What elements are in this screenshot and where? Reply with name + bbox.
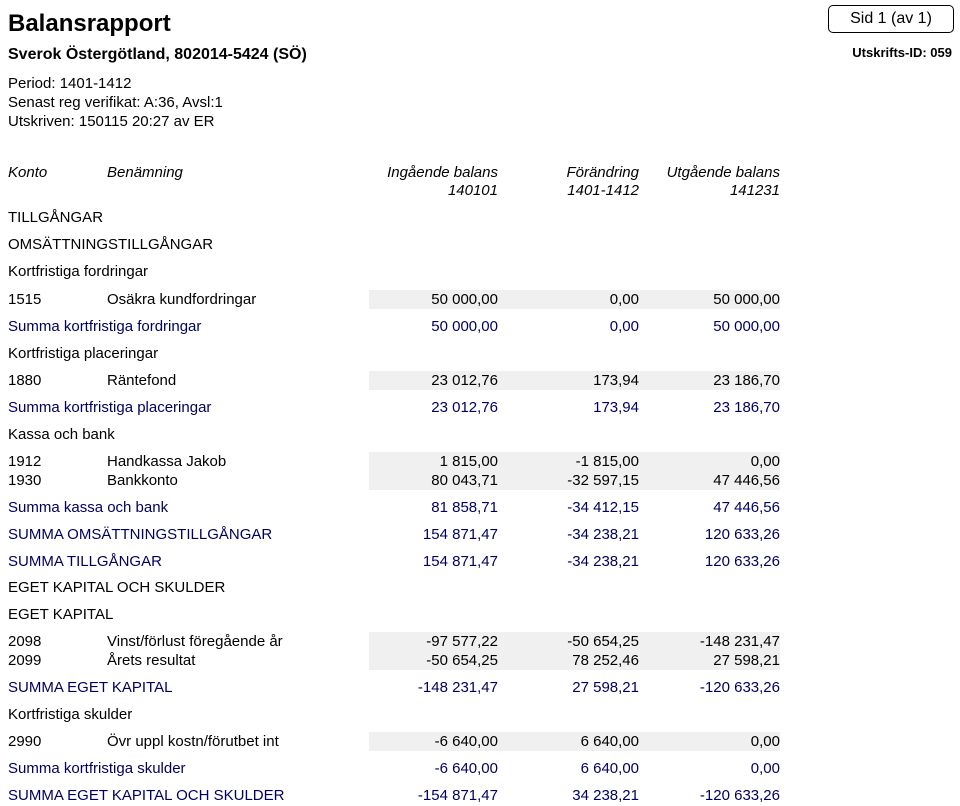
last-voucher: Senast reg verifikat: A:36, Avsl:1 bbox=[8, 94, 223, 111]
account-name: Vinst/förlust föregående år bbox=[107, 633, 283, 650]
section-equity: EGET KAPITAL bbox=[8, 606, 114, 623]
opening-balance: -97 577,22 bbox=[426, 633, 498, 650]
closing-balance: 27 598,21 bbox=[713, 652, 780, 669]
sum-opening: 154 871,47 bbox=[422, 553, 498, 570]
account-number: 2990 bbox=[8, 733, 42, 750]
account-number: 2098 bbox=[8, 633, 42, 650]
sum-change: -34 238,21 bbox=[567, 526, 639, 543]
page-label: Sid 1 (av 1) bbox=[850, 10, 932, 27]
account-name: Räntefond bbox=[107, 372, 177, 389]
sum-change: 173,94 bbox=[593, 399, 639, 416]
opening-balance: 23 012,76 bbox=[431, 372, 498, 389]
change-amount: -50 654,25 bbox=[567, 633, 639, 650]
sum-opening: -154 871,47 bbox=[417, 787, 498, 804]
account-number: 2099 bbox=[8, 652, 42, 669]
account-number: 1930 bbox=[8, 472, 42, 489]
account-name: Handkassa Jakob bbox=[107, 453, 227, 470]
closing-balance: 47 446,56 bbox=[713, 472, 780, 489]
section-st-investments: Kortfristiga placeringar bbox=[8, 345, 159, 362]
account-name: Bankkonto bbox=[107, 472, 178, 489]
col-header-name: Benämning bbox=[107, 164, 183, 181]
export-id: Utskrifts-ID: 059 bbox=[852, 45, 952, 60]
account-number: 1912 bbox=[8, 453, 42, 470]
sum-closing: 23 186,70 bbox=[713, 399, 780, 416]
sum-change: -34 238,21 bbox=[567, 553, 639, 570]
sum-change: 34 238,21 bbox=[572, 787, 639, 804]
closing-balance: 0,00 bbox=[750, 453, 780, 470]
row-shading bbox=[369, 732, 780, 751]
section-cash-bank: Kassa och bank bbox=[8, 426, 115, 443]
opening-balance: -50 654,25 bbox=[426, 652, 498, 669]
sum-closing: -120 633,26 bbox=[699, 787, 780, 804]
sum-opening: -148 231,47 bbox=[417, 679, 498, 696]
account-name: Årets resultat bbox=[107, 652, 196, 669]
account-number: 1515 bbox=[8, 291, 42, 308]
closing-balance: -148 231,47 bbox=[699, 633, 780, 650]
sum-closing: 120 633,26 bbox=[704, 526, 780, 543]
col-header-opening-date: 140101 bbox=[447, 182, 498, 199]
opening-balance: 80 043,71 bbox=[431, 472, 498, 489]
closing-balance: 0,00 bbox=[750, 733, 780, 750]
col-header-account: Konto bbox=[8, 164, 48, 181]
col-header-change-period: 1401-1412 bbox=[567, 182, 639, 199]
change-amount: 6 640,00 bbox=[580, 733, 639, 750]
sum-closing: 0,00 bbox=[750, 760, 780, 777]
section-current-assets: OMSÄTTNINGSTILLGÅNGAR bbox=[8, 236, 214, 253]
page-indicator bbox=[828, 5, 954, 33]
section-st-receivables: Kortfristiga fordringar bbox=[8, 263, 149, 280]
sum-opening: 81 858,71 bbox=[431, 499, 498, 516]
closing-balance: 23 186,70 bbox=[713, 372, 780, 389]
sum-change: 6 640,00 bbox=[580, 760, 639, 777]
report-period: Period: 1401-1412 bbox=[8, 75, 132, 92]
sum-change: -34 412,15 bbox=[567, 499, 639, 516]
col-header-change: Förändring bbox=[566, 164, 639, 181]
change-amount: 173,94 bbox=[593, 372, 639, 389]
sum-opening: 50 000,00 bbox=[431, 318, 498, 335]
sum-label: Summa kortfristiga fordringar bbox=[8, 318, 202, 335]
sum-closing: -120 633,26 bbox=[699, 679, 780, 696]
sum-opening: 23 012,76 bbox=[431, 399, 498, 416]
sum-closing: 120 633,26 bbox=[704, 553, 780, 570]
section-equity-liabilities: EGET KAPITAL OCH SKULDER bbox=[8, 579, 226, 596]
sum-label: SUMMA EGET KAPITAL OCH SKULDER bbox=[8, 787, 285, 804]
printed-info: Utskriven: 150115 20:27 av ER bbox=[8, 113, 215, 130]
col-header-closing-date: 141231 bbox=[729, 182, 780, 199]
account-number: 1880 bbox=[8, 372, 42, 389]
sum-label: SUMMA TILLGÅNGAR bbox=[8, 553, 162, 570]
change-amount: 78 252,46 bbox=[572, 652, 639, 669]
opening-balance: 1 815,00 bbox=[439, 453, 498, 470]
account-name: Osäkra kundfordringar bbox=[107, 291, 257, 308]
closing-balance: 50 000,00 bbox=[713, 291, 780, 308]
sum-closing: 47 446,56 bbox=[713, 499, 780, 516]
sum-label: SUMMA EGET KAPITAL bbox=[8, 679, 173, 696]
col-header-closing: Utgående balans bbox=[666, 164, 780, 181]
opening-balance: -6 640,00 bbox=[434, 733, 498, 750]
sum-label: Summa kassa och bank bbox=[8, 499, 169, 516]
section-st-liabilities: Kortfristiga skulder bbox=[8, 706, 133, 723]
section-assets: TILLGÅNGAR bbox=[8, 209, 104, 226]
change-amount: 0,00 bbox=[609, 291, 639, 308]
sum-change: 0,00 bbox=[609, 318, 639, 335]
change-amount: -1 815,00 bbox=[575, 453, 639, 470]
account-name: Övr uppl kostn/förutbet int bbox=[107, 733, 279, 750]
sum-label: Summa kortfristiga skulder bbox=[8, 760, 186, 777]
sum-label: Summa kortfristiga placeringar bbox=[8, 399, 212, 416]
report-title: Balansrapport bbox=[8, 10, 171, 37]
organization-name: Sverok Östergötland, 802014-5424 (SÖ) bbox=[8, 46, 307, 63]
sum-closing: 50 000,00 bbox=[713, 318, 780, 335]
opening-balance: 50 000,00 bbox=[431, 291, 498, 308]
sum-opening: -6 640,00 bbox=[434, 760, 498, 777]
sum-opening: 154 871,47 bbox=[422, 526, 498, 543]
sum-change: 27 598,21 bbox=[572, 679, 639, 696]
sum-label: SUMMA OMSÄTTNINGSTILLGÅNGAR bbox=[8, 526, 273, 543]
change-amount: -32 597,15 bbox=[567, 472, 639, 489]
col-header-opening: Ingående balans bbox=[387, 164, 498, 181]
